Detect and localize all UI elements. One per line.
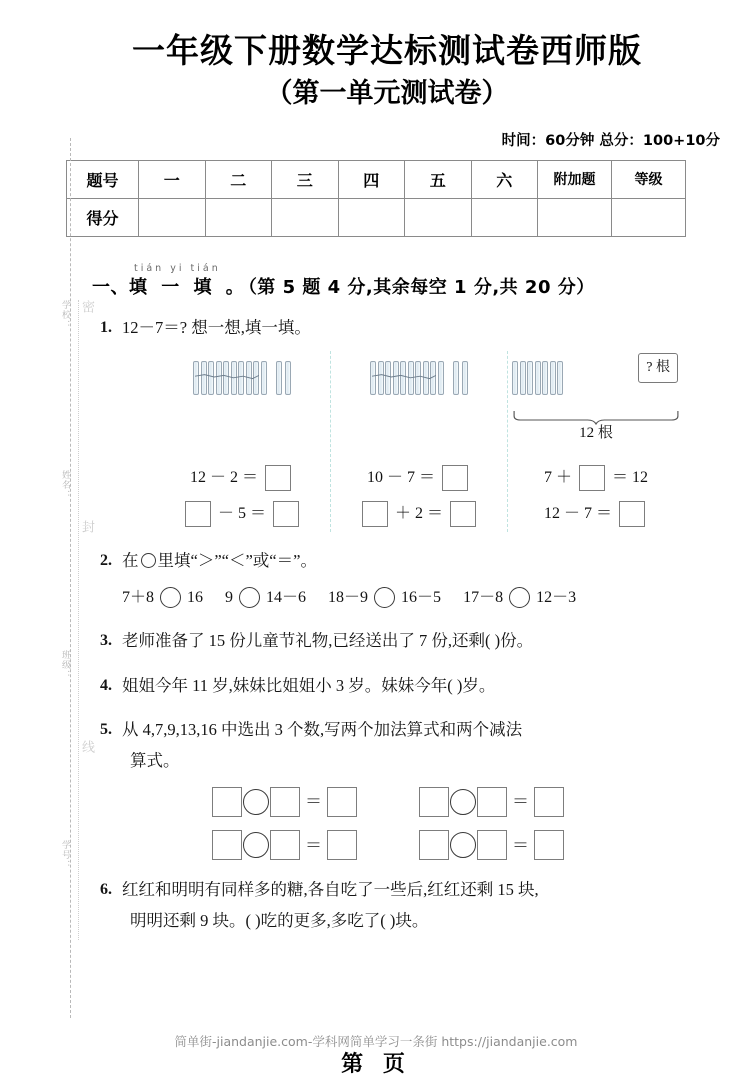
stick-icon <box>285 361 291 395</box>
table-col-4: 四 <box>338 160 405 198</box>
stick-icon <box>550 361 556 395</box>
question-3 <box>92 626 722 657</box>
answer-blank[interactable] <box>619 501 645 527</box>
answer-blank[interactable] <box>419 787 449 817</box>
score-cell-4[interactable] <box>338 198 405 236</box>
stick-art-2 <box>331 351 507 405</box>
stick-icon <box>393 361 399 395</box>
equation-1-2 <box>154 496 330 532</box>
score-cell-6[interactable] <box>471 198 538 236</box>
eq-equals: ＝ <box>427 505 444 523</box>
answer-blank[interactable] <box>185 501 211 527</box>
eq-equals: ＝ <box>596 505 613 523</box>
score-cell-bonus[interactable] <box>538 198 612 236</box>
stick-icon <box>423 361 429 395</box>
comparison-item-1 <box>122 583 203 613</box>
margin-seal-char-2: 封 <box>79 520 94 535</box>
answer-blank[interactable] <box>265 465 291 491</box>
table-row <box>67 160 686 198</box>
stick-icon <box>512 361 518 395</box>
stick-icon <box>400 361 406 395</box>
question-5-answer-grid <box>212 786 682 861</box>
equation-1-1 <box>154 460 330 496</box>
table-col-2: 二 <box>205 160 272 198</box>
operator-circle[interactable] <box>450 832 476 858</box>
equation-3-1 <box>508 460 684 496</box>
question-6-text-line2: 明明还剩 9 块。( )吃的更多,多吃了( )块。 <box>130 910 429 930</box>
question-5 <box>92 715 722 861</box>
comparison-right: 12－3 <box>536 588 577 606</box>
equals-sign: ＝ <box>305 835 322 855</box>
stick-icon <box>430 361 436 395</box>
margin-label-school: 学校： <box>60 300 70 330</box>
stick-icon <box>520 361 526 395</box>
margin-dotted-line <box>78 300 79 940</box>
table-header-question-no: 题号 <box>67 160 139 198</box>
equation-3-2 <box>508 496 684 532</box>
eq-column-1 <box>154 454 331 532</box>
q5-equation-3 <box>212 830 357 861</box>
question-2 <box>92 546 722 612</box>
section-heading <box>92 263 722 299</box>
question-1-number: 1. <box>100 318 112 336</box>
stick-bundle-2 <box>370 361 444 395</box>
answer-blank[interactable] <box>362 501 388 527</box>
question-5-text-line2: 算式。 <box>130 750 180 770</box>
eq-term: 5 <box>238 505 246 523</box>
q5-row-1 <box>212 786 682 817</box>
stick-bundle-1 <box>193 361 267 395</box>
comparison-item-2 <box>225 583 306 613</box>
equation-2-1 <box>331 460 507 496</box>
section-pinyin: tián yi tián <box>134 262 221 274</box>
answer-blank[interactable] <box>477 830 507 860</box>
comparison-circle-icon <box>141 553 156 568</box>
question-4-text: 姐姐今年 11 岁,妹妹比姐姐小 3 岁。妹妹今年( )岁。 <box>122 675 496 695</box>
answer-blank[interactable] <box>534 787 564 817</box>
stick-icon <box>438 361 444 395</box>
stick-icon <box>193 361 199 395</box>
eq-column-3 <box>508 454 684 532</box>
question-6-text: 红红和明明有同样多的糖,各自吃了一些后,红红还剩 15 块, <box>122 880 539 900</box>
question-1 <box>92 313 722 532</box>
question-6-number: 6. <box>100 881 112 899</box>
stick-group-loose-1 <box>276 361 291 395</box>
answer-blank[interactable] <box>270 830 300 860</box>
eq-term: 12 <box>632 469 649 487</box>
answer-blank[interactable] <box>419 830 449 860</box>
stick-icon <box>535 361 541 395</box>
table-col-grade: 等级 <box>612 160 686 198</box>
stick-group-bundled-1 <box>193 361 267 395</box>
stick-panel-3 <box>508 351 684 452</box>
unknown-quantity-box: ? 根 <box>638 353 678 383</box>
stick-group-3 <box>512 361 563 395</box>
eq-term: 10 <box>366 469 383 487</box>
stick-icon <box>542 361 548 395</box>
table-col-6: 六 <box>471 160 538 198</box>
q5-equation-4 <box>419 830 564 861</box>
comparison-left: 7＋8 <box>122 588 155 606</box>
stick-icon <box>385 361 391 395</box>
eq-term: 7 <box>543 469 552 487</box>
stick-icon <box>253 361 259 395</box>
stick-icon <box>246 361 252 395</box>
stick-icon <box>557 361 563 395</box>
comparison-answer-circle[interactable] <box>239 587 260 608</box>
stick-group-bundled-2 <box>370 361 444 395</box>
question-4-number: 4. <box>100 676 112 694</box>
eq-operator: ＋ <box>555 469 572 487</box>
stick-icon <box>527 361 533 395</box>
question-2-number: 2. <box>100 552 112 570</box>
page-title: 一年级下册数学达标测试卷西师版 <box>132 31 642 70</box>
answer-blank[interactable] <box>327 830 357 860</box>
equals-sign: ＝ <box>512 835 529 855</box>
margin-seal-char-1: 密 <box>79 300 94 315</box>
eq-column-2 <box>331 454 508 532</box>
section-number: 一、 <box>92 276 129 298</box>
eq-equals: ＝ <box>612 469 629 487</box>
table-row <box>67 198 686 236</box>
answer-blank[interactable] <box>450 501 476 527</box>
question-6 <box>92 875 722 936</box>
comparison-item-4 <box>463 583 576 613</box>
answer-blank[interactable] <box>477 787 507 817</box>
stick-icon <box>415 361 421 395</box>
answer-blank[interactable] <box>534 830 564 860</box>
eq-term: 12 <box>543 505 560 523</box>
stick-icon <box>208 361 214 395</box>
comparison-right: 16 <box>187 588 204 606</box>
question-3-text: 老师准备了 15 份儿童节礼物,已经送出了 7 份,还剩( )份。 <box>122 631 534 651</box>
comparison-item-3 <box>328 583 441 613</box>
total-quantity-label: 12 根 <box>579 425 613 442</box>
stick-art-3 <box>508 351 684 405</box>
question-2-text-after: 里填“＞”“＜”或“＝”。 <box>157 551 317 571</box>
eq-term: 7 <box>407 469 415 487</box>
eq-term: 12 <box>189 469 206 487</box>
margin-seal-char-3: 线 <box>79 740 94 755</box>
eq-operator: ＋ <box>394 505 411 523</box>
brace-icon <box>512 411 680 425</box>
stick-icon <box>201 361 207 395</box>
margin-label-name: 姓名： <box>60 470 70 500</box>
score-cell-2[interactable] <box>205 198 272 236</box>
eq-term: 2 <box>415 505 423 523</box>
equals-sign: ＝ <box>305 792 322 812</box>
stick-panel-1 <box>154 351 331 452</box>
stick-art-1 <box>154 351 330 405</box>
stick-panel-2 <box>331 351 508 452</box>
score-cell-5[interactable] <box>405 198 472 236</box>
stick-icon <box>453 361 459 395</box>
equals-sign: ＝ <box>512 792 529 812</box>
total-brace <box>512 405 680 419</box>
stick-diagram-panels <box>154 351 684 452</box>
eq-operator: － <box>209 469 226 487</box>
question-5-number: 5. <box>100 721 112 739</box>
answer-blank[interactable] <box>270 787 300 817</box>
exam-meta-info: 时间：60分钟 总分：100+10分 <box>501 132 720 149</box>
eq-equals: ＝ <box>419 469 436 487</box>
stick-icon <box>231 361 237 395</box>
equation-2-2 <box>331 496 507 532</box>
q5-equation-1 <box>212 786 357 817</box>
table-col-5: 五 <box>405 160 472 198</box>
comparison-answer-circle[interactable] <box>374 587 395 608</box>
eq-operator: － <box>217 505 234 523</box>
operator-circle[interactable] <box>243 789 269 815</box>
section-title-line <box>92 273 722 299</box>
worksheet-content <box>92 237 722 936</box>
answer-blank[interactable] <box>273 501 299 527</box>
page-subtitle: （第一单元测试卷） <box>265 78 509 110</box>
stick-icon <box>408 361 414 395</box>
table-col-bonus: 附加题 <box>538 160 612 198</box>
margin-seal-line <box>70 138 71 1018</box>
question-2-text <box>122 546 722 577</box>
comparison-row <box>122 583 722 613</box>
answer-blank[interactable] <box>327 787 357 817</box>
table-header-score: 得分 <box>67 198 139 236</box>
comparison-left: 9 <box>225 588 234 606</box>
stick-icon <box>216 361 222 395</box>
q5-equation-2 <box>419 786 564 817</box>
stick-icon <box>370 361 376 395</box>
eq-term: 2 <box>230 469 238 487</box>
stick-icon <box>261 361 267 395</box>
watermark-text: 简单街-jiandanjie.com-学科网简单学习一条街 https://jiandanjie.com <box>174 1034 578 1049</box>
comparison-left: 17－8 <box>463 588 504 606</box>
score-table-wrapper <box>66 160 686 237</box>
section-title-text: 填 一 填 。 <box>129 276 248 298</box>
answer-blank[interactable] <box>442 465 468 491</box>
stick-icon <box>378 361 384 395</box>
comparison-left: 18－9 <box>328 588 369 606</box>
title-block <box>0 0 752 115</box>
eq-operator: － <box>386 469 403 487</box>
question-2-text-before: 在 <box>122 551 139 571</box>
margin-label-id: 学号： <box>60 840 70 870</box>
score-table <box>66 160 686 237</box>
operator-circle[interactable] <box>243 832 269 858</box>
question-1-equations <box>154 454 684 532</box>
section-scoring: （第 5 题 4 分,其余每空 1 分,共 20 分） <box>247 276 595 298</box>
comparison-right: 14－6 <box>266 588 307 606</box>
stick-icon <box>223 361 229 395</box>
margin-label-class: 班级： <box>60 650 70 680</box>
answer-blank[interactable] <box>579 465 605 491</box>
score-cell-3[interactable] <box>272 198 339 236</box>
answer-blank[interactable] <box>212 830 242 860</box>
table-col-1: 一 <box>139 160 206 198</box>
score-cell-grade[interactable] <box>612 198 686 236</box>
stick-group-loose-2 <box>453 361 468 395</box>
comparison-right: 16－5 <box>401 588 442 606</box>
question-5-text: 从 4,7,9,13,16 中选出 3 个数,写两个加法算式和两个减法 <box>122 720 523 740</box>
comparison-answer-circle[interactable] <box>509 587 530 608</box>
eq-term: 7 <box>584 505 592 523</box>
question-1-text: 12－7＝? 想一想,填一填。 <box>122 317 311 337</box>
eq-equals: ＝ <box>250 505 267 523</box>
stick-icon <box>462 361 468 395</box>
eq-operator: － <box>563 505 580 523</box>
q5-row-2 <box>212 830 682 861</box>
table-col-3: 三 <box>272 160 339 198</box>
eq-equals: ＝ <box>242 469 259 487</box>
stick-icon <box>238 361 244 395</box>
page-number-label: 第 页 <box>341 1052 411 1077</box>
answer-blank[interactable] <box>212 787 242 817</box>
operator-circle[interactable] <box>450 789 476 815</box>
question-4 <box>92 671 722 702</box>
stick-icon <box>276 361 282 395</box>
question-3-number: 3. <box>100 632 112 650</box>
score-cell-1[interactable] <box>139 198 206 236</box>
comparison-answer-circle[interactable] <box>160 587 181 608</box>
